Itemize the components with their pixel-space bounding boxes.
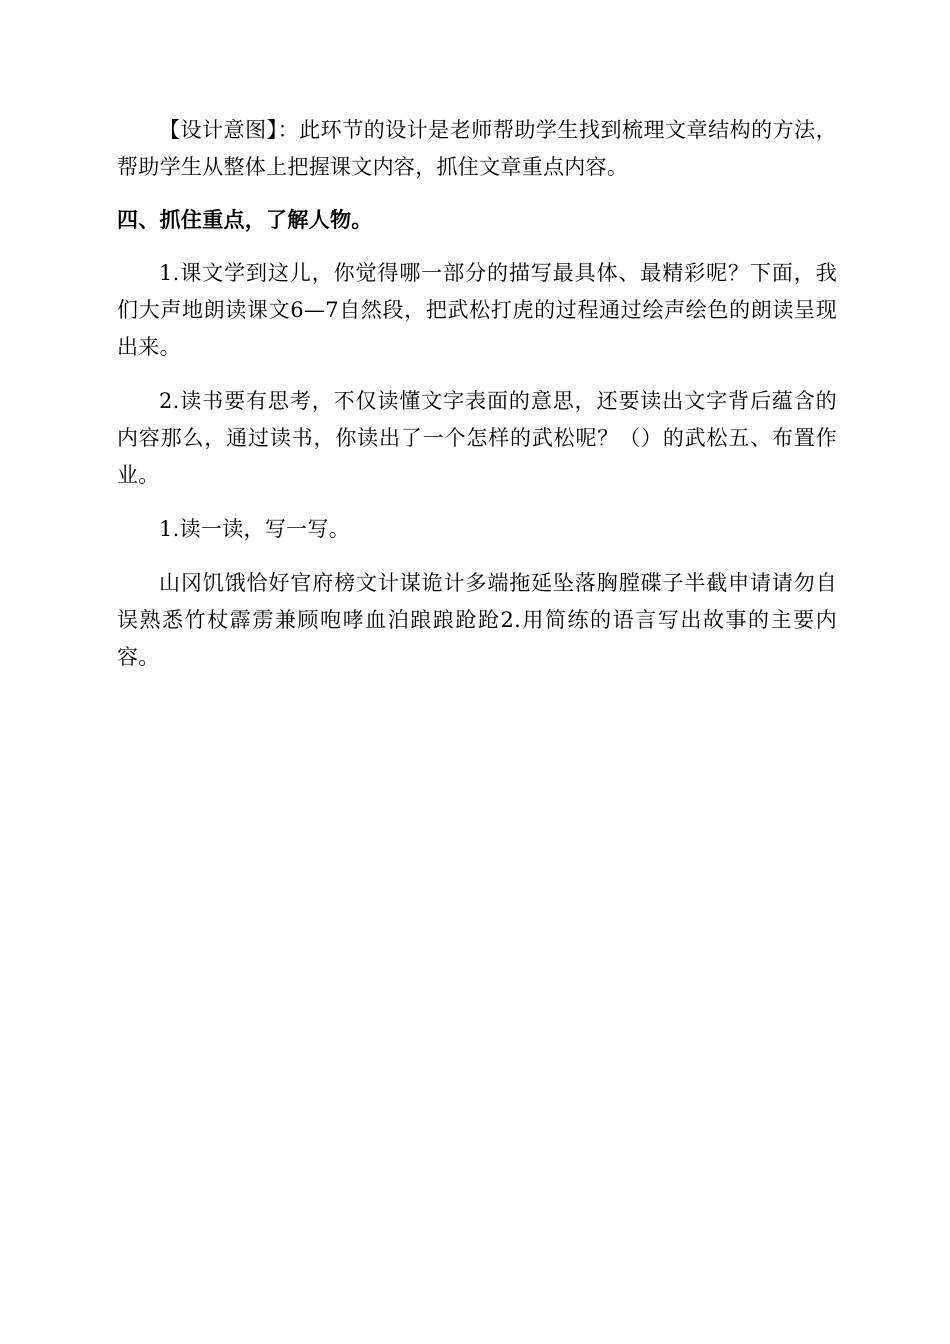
reading-item-1: 1.课文学到这儿，你觉得哪一部分的描写最具体、最精彩呢？下面，我们大声地朗读课文6—7自然段，把武松打虎的过程通过绘声绘色的朗读呈现出来。 [117, 261, 837, 359]
paragraph-spacer [117, 239, 837, 255]
paragraph-spacer [117, 494, 837, 511]
reading-item-2: 2.读书要有思考，不仅读懂文字表面的意思，还要读出文字背后蕴含的内容那么，通过读书，你读出了一个怎样的武松呢？（）的武松五、布置作业。 [117, 389, 837, 487]
paragraph-spacer [117, 548, 837, 565]
homework-item-1: 1.读一读，写一写。 [159, 517, 351, 541]
section-heading: 四、抓住重点，了解人物。 [117, 208, 373, 232]
design-intent-paragraph: 【设计意图】：此环节的设计是老师帮助学生找到梳理文章结构的方法，帮助学生从整体上把握课文内容，抓住文章重点内容。 [117, 118, 837, 179]
vocabulary-word-list: 山冈饥饿恰好官府榜文计谋诡计多端拖延坠落胸膛碟子半截申请请勿自误熟悉竹杖霹雳兼顾咆哮血泊踉踉跄跄2.用简练的语言写出故事的主要内容。 [117, 571, 837, 669]
document-body [117, 112, 837, 676]
paragraph-spacer [117, 186, 837, 202]
paragraph-spacer [117, 366, 837, 383]
